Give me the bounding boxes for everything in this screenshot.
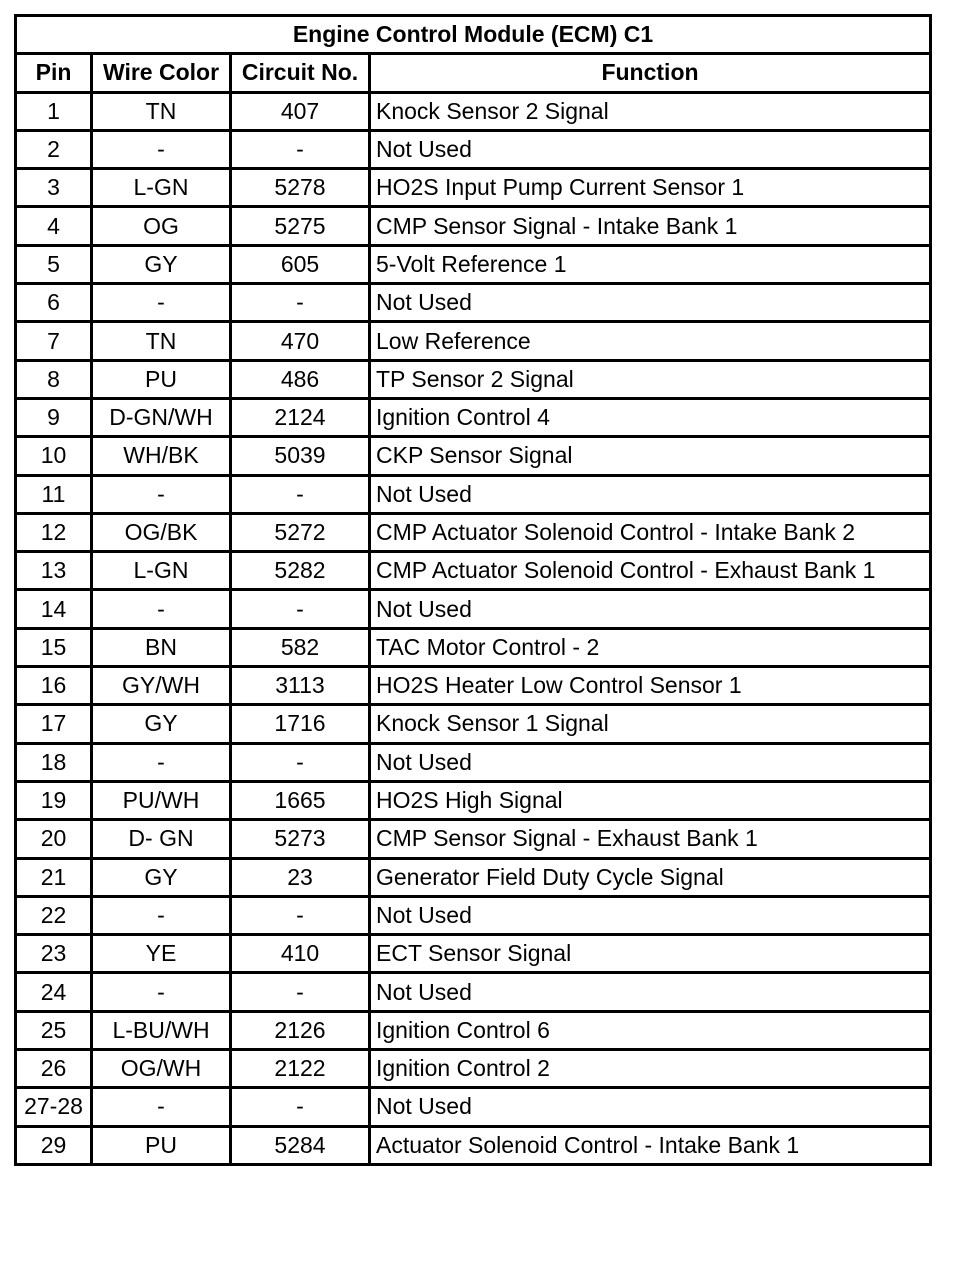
wire-color-cell: L-BU/WH — [92, 1011, 231, 1049]
circuit-cell: 407 — [231, 92, 370, 130]
pin-cell: 22 — [16, 896, 92, 934]
wire-color-cell: PU — [92, 1126, 231, 1164]
column-header-pin: Pin — [16, 54, 92, 92]
function-cell: CMP Actuator Solenoid Control - Exhaust Bank 1 — [370, 552, 931, 590]
table-row — [16, 513, 931, 551]
column-header-circuit: Circuit No. — [231, 54, 370, 92]
circuit-cell: 3113 — [231, 667, 370, 705]
table-row — [16, 781, 931, 819]
pin-cell: 1 — [16, 92, 92, 130]
pin-cell: 5 — [16, 245, 92, 283]
circuit-cell: 5273 — [231, 820, 370, 858]
table-row — [16, 1011, 931, 1049]
wire-color-cell: TN — [92, 92, 231, 130]
wire-color-cell: BN — [92, 628, 231, 666]
wire-color-cell: WH/BK — [92, 437, 231, 475]
circuit-cell: 410 — [231, 935, 370, 973]
pin-cell: 4 — [16, 207, 92, 245]
wire-color-cell: OG — [92, 207, 231, 245]
pin-cell: 7 — [16, 322, 92, 360]
circuit-cell: 1716 — [231, 705, 370, 743]
pin-cell: 11 — [16, 475, 92, 513]
wire-color-cell: - — [92, 896, 231, 934]
table-row — [16, 858, 931, 896]
function-cell: Not Used — [370, 1088, 931, 1126]
function-cell: Knock Sensor 2 Signal — [370, 92, 931, 130]
table-title: Engine Control Module (ECM) C1 — [16, 16, 931, 54]
pin-cell: 12 — [16, 513, 92, 551]
table-row — [16, 820, 931, 858]
pin-cell: 27-28 — [16, 1088, 92, 1126]
function-cell: Not Used — [370, 743, 931, 781]
circuit-cell: 486 — [231, 360, 370, 398]
wire-color-cell: L-GN — [92, 169, 231, 207]
table-row — [16, 322, 931, 360]
table-body — [16, 92, 931, 1164]
column-header-wire-color: Wire Color — [92, 54, 231, 92]
table-row — [16, 590, 931, 628]
circuit-cell: 23 — [231, 858, 370, 896]
pin-cell: 6 — [16, 284, 92, 322]
wire-color-cell: GY/WH — [92, 667, 231, 705]
function-cell: Not Used — [370, 590, 931, 628]
table-row — [16, 896, 931, 934]
table-row — [16, 284, 931, 322]
table-row — [16, 973, 931, 1011]
function-cell: CMP Actuator Solenoid Control - Intake Bank 2 — [370, 513, 931, 551]
pin-cell: 20 — [16, 820, 92, 858]
header-row — [16, 54, 931, 92]
function-cell: TAC Motor Control - 2 — [370, 628, 931, 666]
table-row — [16, 667, 931, 705]
function-cell: ECT Sensor Signal — [370, 935, 931, 973]
circuit-cell: 5039 — [231, 437, 370, 475]
wire-color-cell: GY — [92, 245, 231, 283]
pin-cell: 15 — [16, 628, 92, 666]
wire-color-cell: GY — [92, 705, 231, 743]
circuit-cell: 605 — [231, 245, 370, 283]
function-cell: HO2S High Signal — [370, 781, 931, 819]
table-row — [16, 475, 931, 513]
circuit-cell: 1665 — [231, 781, 370, 819]
table-row — [16, 92, 931, 130]
pin-cell: 14 — [16, 590, 92, 628]
table-row — [16, 705, 931, 743]
pin-cell: 3 — [16, 169, 92, 207]
wire-color-cell: - — [92, 475, 231, 513]
document-page — [14, 14, 932, 1166]
function-cell: 5-Volt Reference 1 — [370, 245, 931, 283]
column-header-function: Function — [370, 54, 931, 92]
function-cell: Not Used — [370, 973, 931, 1011]
wire-color-cell: TN — [92, 322, 231, 360]
wire-color-cell: - — [92, 590, 231, 628]
ecm-connector-table — [14, 14, 932, 1166]
function-cell: CMP Sensor Signal - Exhaust Bank 1 — [370, 820, 931, 858]
pin-cell: 23 — [16, 935, 92, 973]
pin-cell: 29 — [16, 1126, 92, 1164]
function-cell: Knock Sensor 1 Signal — [370, 705, 931, 743]
circuit-cell: 5278 — [231, 169, 370, 207]
wire-color-cell: OG/BK — [92, 513, 231, 551]
pin-cell: 13 — [16, 552, 92, 590]
function-cell: CMP Sensor Signal - Intake Bank 1 — [370, 207, 931, 245]
title-row — [16, 16, 931, 54]
circuit-cell: 2124 — [231, 398, 370, 436]
pin-cell: 9 — [16, 398, 92, 436]
pin-cell: 19 — [16, 781, 92, 819]
circuit-cell: - — [231, 743, 370, 781]
wire-color-cell: PU — [92, 360, 231, 398]
circuit-cell: - — [231, 284, 370, 322]
circuit-cell: - — [231, 590, 370, 628]
table-row — [16, 552, 931, 590]
pin-cell: 25 — [16, 1011, 92, 1049]
pin-cell: 24 — [16, 973, 92, 1011]
pin-cell: 21 — [16, 858, 92, 896]
table-row — [16, 1126, 931, 1164]
wire-color-cell: GY — [92, 858, 231, 896]
wire-color-cell: PU/WH — [92, 781, 231, 819]
pin-cell: 26 — [16, 1050, 92, 1088]
function-cell: TP Sensor 2 Signal — [370, 360, 931, 398]
function-cell: HO2S Input Pump Current Sensor 1 — [370, 169, 931, 207]
circuit-cell: 5282 — [231, 552, 370, 590]
circuit-cell: - — [231, 896, 370, 934]
wire-color-cell: YE — [92, 935, 231, 973]
function-cell: Not Used — [370, 284, 931, 322]
table-row — [16, 245, 931, 283]
function-cell: Ignition Control 2 — [370, 1050, 931, 1088]
function-cell: Low Reference — [370, 322, 931, 360]
circuit-cell: 5284 — [231, 1126, 370, 1164]
table-row — [16, 1050, 931, 1088]
function-cell: HO2S Heater Low Control Sensor 1 — [370, 667, 931, 705]
wire-color-cell: D- GN — [92, 820, 231, 858]
table-row — [16, 360, 931, 398]
table-row — [16, 1088, 931, 1126]
wire-color-cell: - — [92, 1088, 231, 1126]
wire-color-cell: - — [92, 973, 231, 1011]
pin-cell: 10 — [16, 437, 92, 475]
pin-cell: 8 — [16, 360, 92, 398]
table-row — [16, 437, 931, 475]
function-cell: Ignition Control 6 — [370, 1011, 931, 1049]
table-row — [16, 207, 931, 245]
pin-cell: 2 — [16, 130, 92, 168]
table-row — [16, 935, 931, 973]
table-row — [16, 130, 931, 168]
function-cell: Not Used — [370, 130, 931, 168]
function-cell: CKP Sensor Signal — [370, 437, 931, 475]
wire-color-cell: OG/WH — [92, 1050, 231, 1088]
circuit-cell: 2126 — [231, 1011, 370, 1049]
pin-cell: 16 — [16, 667, 92, 705]
wire-color-cell: - — [92, 284, 231, 322]
function-cell: Not Used — [370, 896, 931, 934]
circuit-cell: 2122 — [231, 1050, 370, 1088]
function-cell: Actuator Solenoid Control - Intake Bank 1 — [370, 1126, 931, 1164]
circuit-cell: - — [231, 973, 370, 1011]
pin-cell: 18 — [16, 743, 92, 781]
circuit-cell: - — [231, 1088, 370, 1126]
table-row — [16, 398, 931, 436]
circuit-cell: 582 — [231, 628, 370, 666]
wire-color-cell: L-GN — [92, 552, 231, 590]
table-row — [16, 169, 931, 207]
table-row — [16, 743, 931, 781]
function-cell: Generator Field Duty Cycle Signal — [370, 858, 931, 896]
circuit-cell: - — [231, 475, 370, 513]
wire-color-cell: D-GN/WH — [92, 398, 231, 436]
function-cell: Not Used — [370, 475, 931, 513]
pin-cell: 17 — [16, 705, 92, 743]
wire-color-cell: - — [92, 743, 231, 781]
circuit-cell: 5272 — [231, 513, 370, 551]
function-cell: Ignition Control 4 — [370, 398, 931, 436]
circuit-cell: 5275 — [231, 207, 370, 245]
circuit-cell: - — [231, 130, 370, 168]
wire-color-cell: - — [92, 130, 231, 168]
table-row — [16, 628, 931, 666]
circuit-cell: 470 — [231, 322, 370, 360]
